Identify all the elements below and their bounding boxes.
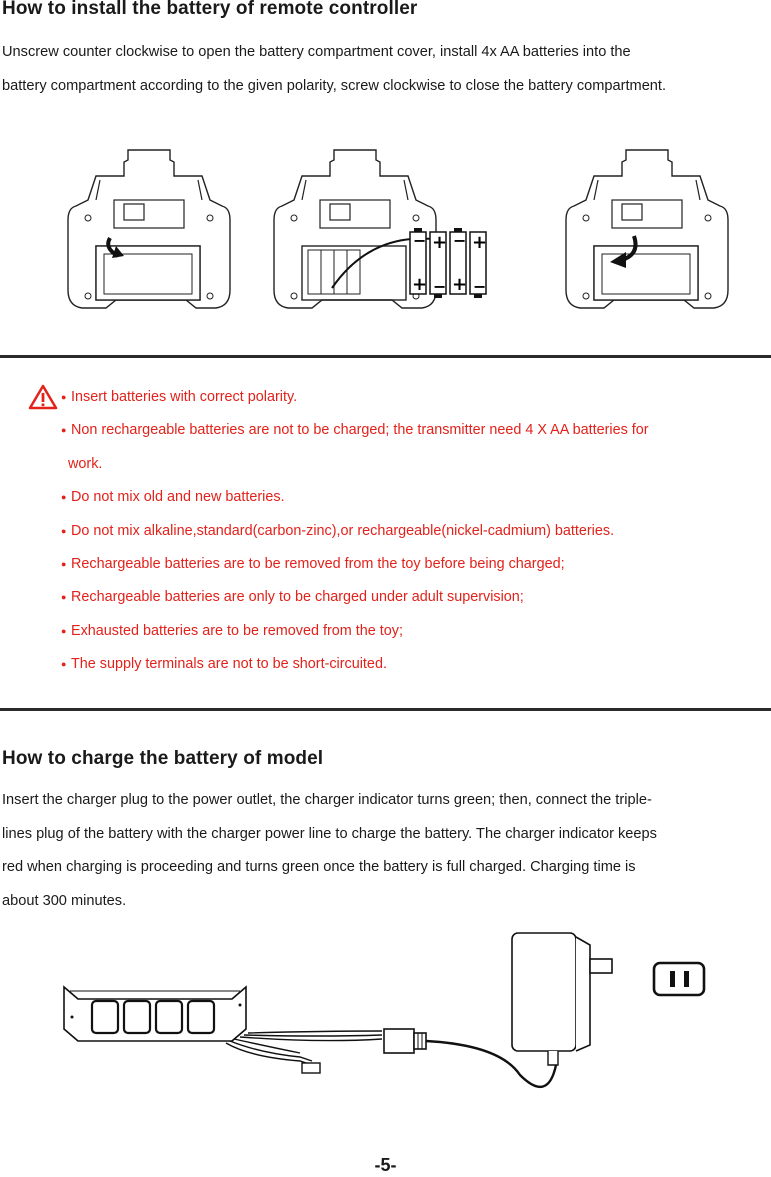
svg-text:+: + bbox=[432, 232, 448, 253]
warning-triangle-icon bbox=[28, 384, 58, 410]
section-title-install: How to install the battery of remote controller bbox=[2, 0, 418, 19]
warning-item: ● Rechargeable batteries are only to be charged under adult supervision; bbox=[62, 581, 762, 614]
svg-text:−: − bbox=[433, 277, 447, 296]
svg-text:+: + bbox=[452, 274, 468, 295]
warning-item: ● Exhausted batteries are to be removed from the toy; bbox=[62, 615, 762, 648]
page-number: -5- bbox=[374, 1155, 397, 1175]
svg-text:−: − bbox=[473, 277, 487, 296]
divider-bottom bbox=[0, 708, 771, 711]
charge-instructions bbox=[2, 784, 768, 918]
svg-text:+: + bbox=[412, 274, 428, 295]
divider-top bbox=[0, 355, 771, 358]
remote-controller-illustrations bbox=[0, 140, 771, 310]
install-line-2: battery compartment according to the given polarity, screw clockwise to close the battery compartment. bbox=[2, 77, 667, 94]
battery-charger-illustration bbox=[0, 925, 771, 1105]
charge-line-4: about 300 minutes. bbox=[2, 892, 127, 909]
install-line-1: Unscrew counter clockwise to open the battery compartment cover, install 4x AA batteries into the bbox=[2, 44, 631, 60]
warning-item: ● Do not mix alkaline,standard(carbon-zinc),or rechargeable(nickel-cadmium) batteries. bbox=[62, 515, 762, 548]
svg-text:−: − bbox=[453, 231, 467, 250]
svg-text:−: − bbox=[413, 231, 427, 250]
warning-item: ● Rechargeable batteries are to be removed from the toy before being charged; bbox=[62, 548, 762, 581]
charge-line-1: Insert the charger plug to the power outlet, the charger indicator turns green; then, connect the triple- bbox=[2, 792, 652, 808]
warning-item: ● Do not mix old and new batteries. bbox=[62, 481, 762, 514]
warning-item: ● The supply terminals are not to be short-circuited. bbox=[62, 648, 762, 681]
section-title-charge: How to charge the battery of model bbox=[2, 748, 324, 769]
battery-warnings-list bbox=[62, 381, 762, 682]
warning-item: ● Non rechargeable batteries are not to be charged; the transmitter need 4 X AA batteries for work. bbox=[62, 414, 762, 481]
charge-line-3: red when charging is proceeding and turns green once the battery is full charged. Charging time is bbox=[2, 859, 636, 875]
warning-item: ● Insert batteries with correct polarity. bbox=[62, 381, 762, 414]
battery-pack-icon bbox=[64, 987, 246, 1041]
install-instructions bbox=[2, 36, 768, 103]
charger-adapter-icon bbox=[512, 933, 612, 1065]
svg-text:+: + bbox=[472, 232, 488, 253]
charge-line-2: lines plug of the battery with the charger power line to charge the battery. The charger indicator keeps bbox=[2, 825, 657, 842]
power-outlet-icon bbox=[654, 963, 704, 995]
